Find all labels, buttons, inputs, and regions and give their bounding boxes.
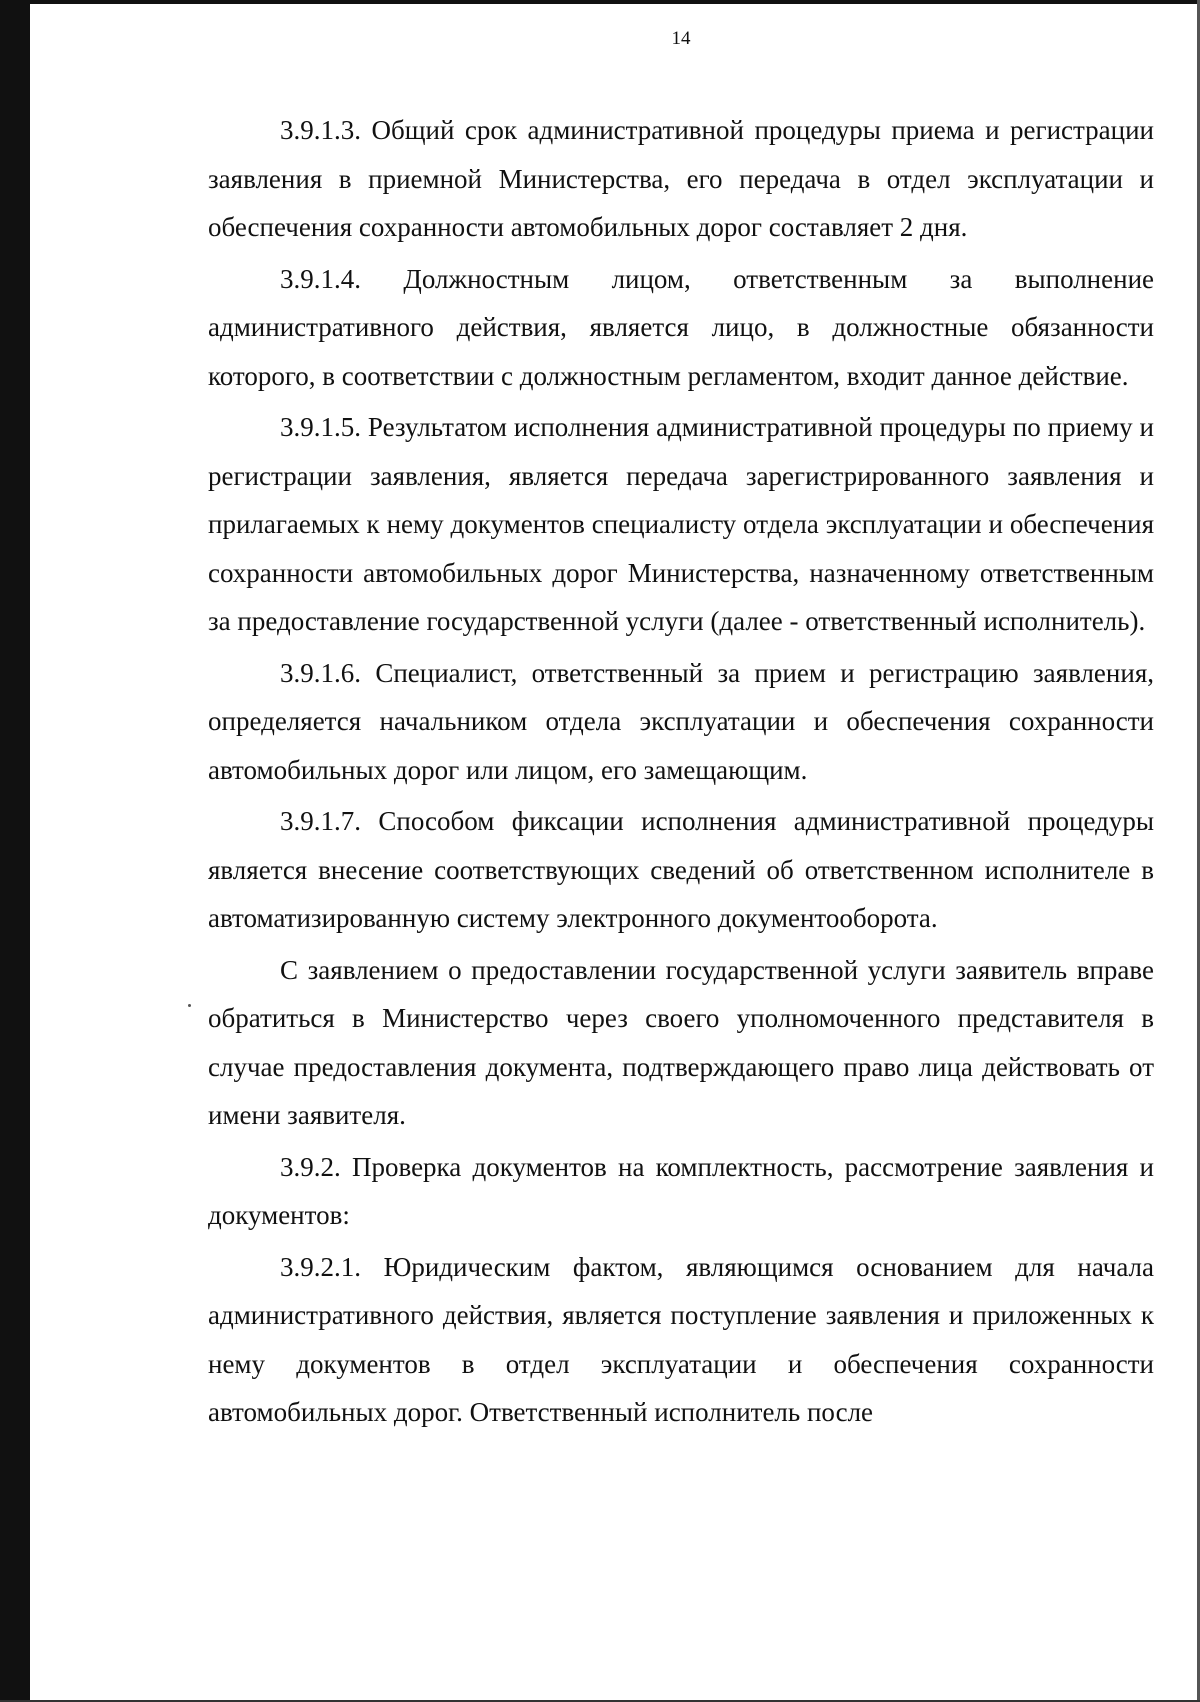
paragraph-representative: С заявлением о предоставлении государственной услуги заявитель вправе обратиться в Министерство через своего уполномоченного представителя в случае предоставления документа, подтверждающего право лица действовать от имени заявителя. (208, 954, 1154, 1130)
paragraph-3-9-1-7: 3.9.1.7. Способом фиксации исполнения административной процедуры является внесение соответствующих сведений об ответственном исполнителе в автоматизированную систему электронного документооборота. (208, 806, 1154, 933)
paragraph-3-9-1-6: 3.9.1.6. Специалист, ответственный за прием и регистрацию заявления, определяется начальником отдела эксплуатации и обеспечения сохранности автомобильных дорог или лицом, его замещающим. (208, 657, 1154, 785)
page-number: 14 (671, 28, 691, 49)
paragraph-3-9-2-1: 3.9.2.1. Юридическим фактом, являющимся основанием для начала административного действия, является поступление заявления и приложенных к нему документов в отдел эксплуатации и обеспечения сохранности автомобильных дорог. Ответственный исполнитель после (208, 1251, 1154, 1427)
paragraph-3-9-2: 3.9.2. Проверка документов на комплектность, рассмотрение заявления и документов: (208, 1151, 1154, 1230)
document-body (208, 106, 1154, 1440)
scan-border-left (0, 0, 30, 1702)
paragraph-3-9-1-4: 3.9.1.4. Должностным лицом, ответственным за выполнение административного действия, является лицо, в должностные обязанности которого, в соответствии с должностным регламентом, входит данное действие. (208, 263, 1154, 391)
scan-speck (188, 1004, 191, 1007)
paragraph-3-9-1-5: 3.9.1.5. Результатом исполнения административной процедуры по приему и регистрации заявления, является передача зарегистрированного заявления и прилагаемых к нему документов специалисту отдела эксплуатации и обеспечения сохранности автомобильных дорог Министерства, назначенному ответственным за предоставление государственной услуги (далее - ответственный исполнитель). (208, 412, 1154, 636)
paragraph-3-9-1-3: 3.9.1.3. Общий срок административной процедуры приема и регистрации заявления в приемной Министерства, его передача в отдел эксплуатации и обеспечения сохранности автомобильных дорог составляет 2 дня. (208, 115, 1154, 242)
scan-border-top (0, 0, 1200, 4)
